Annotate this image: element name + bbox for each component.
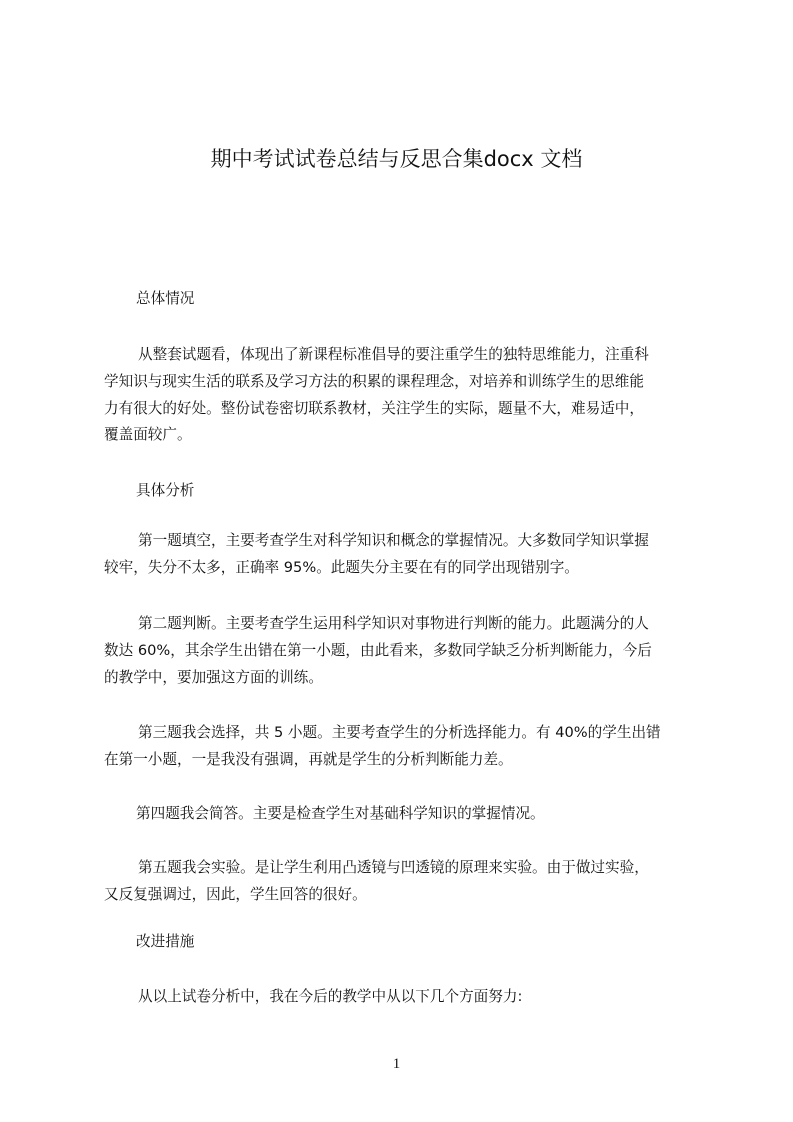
section-heading (104, 286, 714, 313)
paragraph-line: 覆盖面较广。 (104, 426, 192, 444)
heading-text: 改进措施 (136, 933, 195, 950)
paragraph (104, 720, 714, 774)
paragraph (104, 611, 714, 691)
paragraph-line: 第五题我会实验。是让学生利用凸透镜与凹透镜的原理来实验。由于做过实验， (138, 859, 649, 876)
paragraph (104, 528, 714, 582)
paragraph (104, 342, 714, 449)
paragraph (104, 984, 714, 1011)
paragraph-line: 数达 60%，其余学生出错在第一小题，由此看来，多数同学缺乏分析判断能力，今后 (104, 641, 652, 659)
section-heading (104, 478, 714, 505)
section-heading (104, 929, 714, 956)
heading-text: 总体情况 (136, 290, 195, 307)
paragraph-line: 第三题我会选择，共 5 小题。主要考查学生的分析选择能力。有 40%的学生出错 (138, 724, 661, 741)
paragraph-line: 又反复强调过，因此，学生回答的很好。 (104, 885, 367, 903)
paragraph-line: 从整套试题看，体现出了新课程标准倡导的要注重学生的独特思维能力，注重科 (138, 346, 649, 363)
section-heading (104, 801, 714, 828)
paragraph-line: 较牢，失分不太多，正确率 95%。此题失分主要在有的同学出现错别字。 (104, 558, 579, 576)
paragraph-line: 力有很大的好处。整份试卷密切联系教材，关注学生的实际，题量不大，难易适中， (104, 399, 644, 417)
paragraph-line: 第二题判断。主要考查学生运用科学知识对事物进行判断的能力。此题满分的人 (138, 615, 649, 632)
heading-text: 第四题我会简答。主要是检查学生对基础科学知识的掌握情况。 (136, 805, 545, 822)
paragraph (104, 855, 714, 909)
document-title: 期中考试试卷总结与反思合集docx 文档 (210, 147, 583, 171)
paragraph-line: 的教学中，要加强这方面的训练。 (104, 668, 323, 686)
paragraph-line: 学知识与现实生活的联系及学习方法的积累的课程理念，对培养和训练学生的思维能 (104, 372, 644, 390)
paragraph-line: 第一题填空，主要考查学生对科学知识和概念的掌握情况。大多数同学知识掌握 (138, 532, 649, 549)
paragraph-line: 从以上试卷分析中，我在今后的教学中从以下几个方面努力: (138, 988, 523, 1005)
heading-text: 具体分析 (136, 482, 195, 499)
paragraph-line: 在第一小题，一是我没有强调，再就是学生的分析判断能力差。 (104, 750, 513, 768)
page-number: 1 (392, 1056, 401, 1072)
